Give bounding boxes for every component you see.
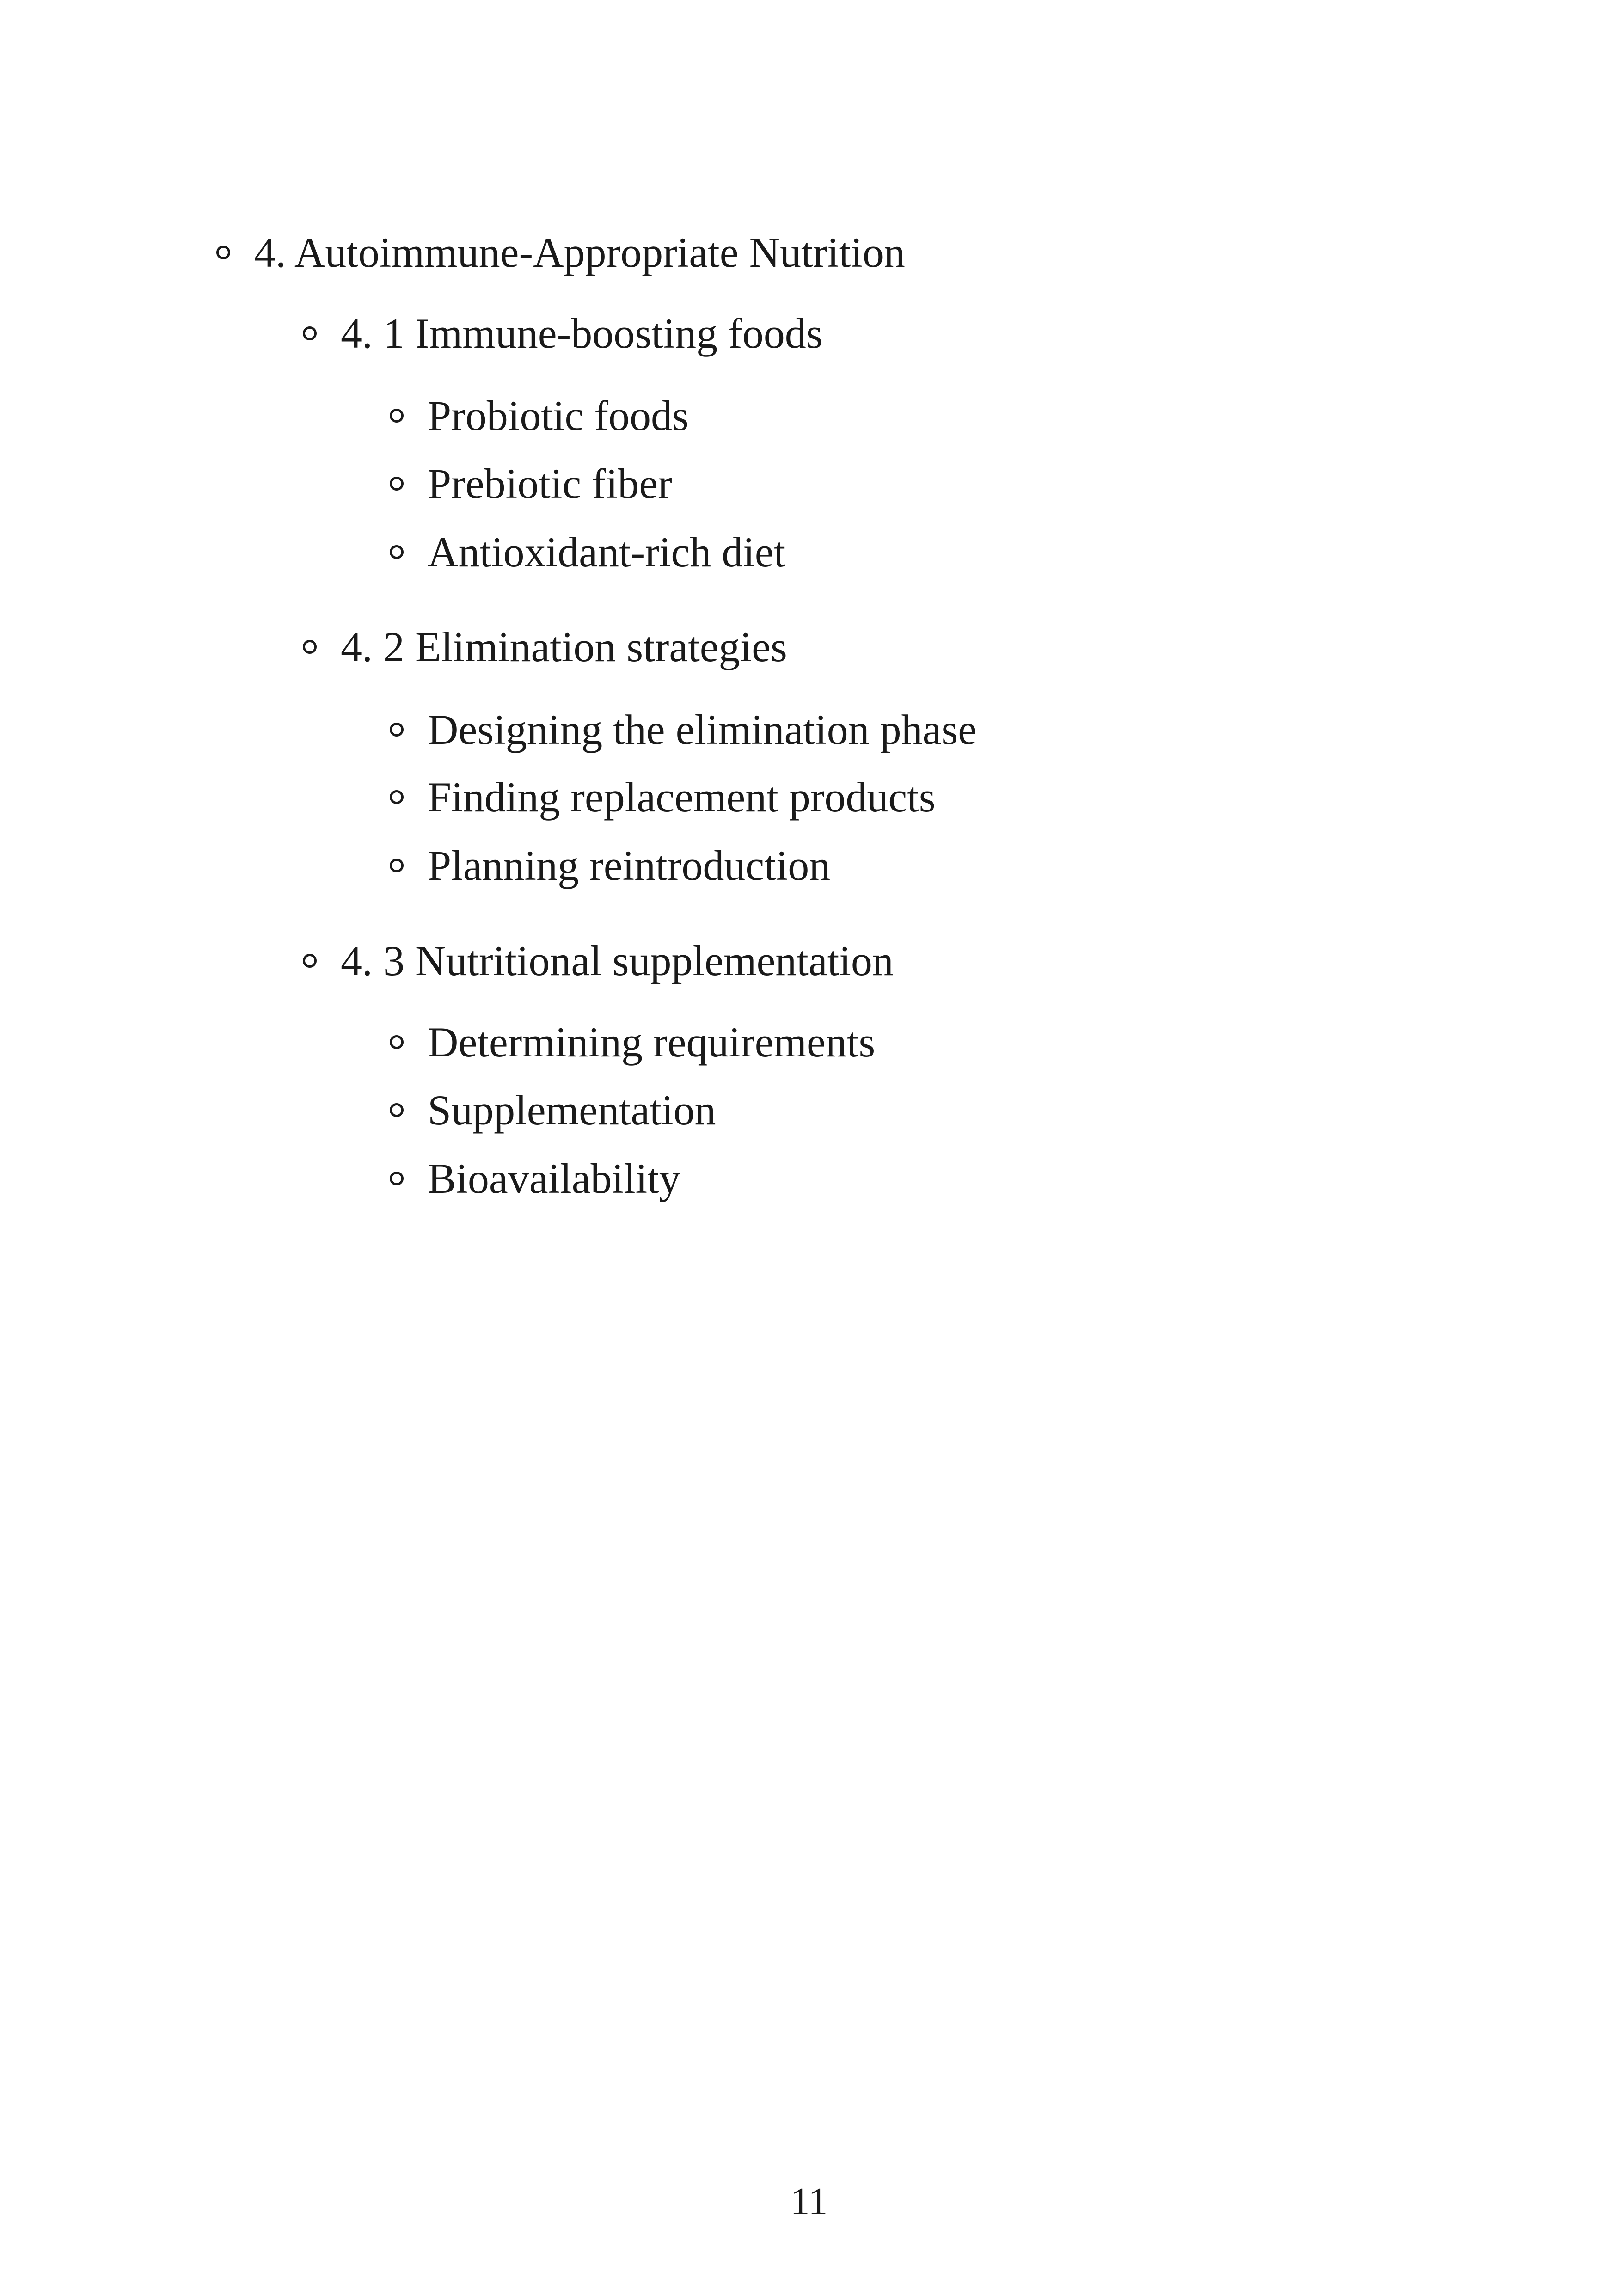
list-item-text: Probiotic foods <box>428 392 689 439</box>
circle-bullet-icon <box>390 409 404 423</box>
list-item <box>390 844 830 887</box>
list-item <box>390 1157 680 1200</box>
circle-bullet-icon <box>390 790 404 804</box>
subsection-heading <box>303 623 787 670</box>
list-item-text: Antioxidant-rich diet <box>428 528 786 576</box>
list-item <box>390 774 936 821</box>
circle-bullet-icon <box>390 477 404 491</box>
list-item <box>390 462 672 505</box>
list-item <box>390 528 786 576</box>
list-item-text: Finding replacement products <box>428 774 936 821</box>
subsection-heading-text: 4. 2 Elimination strategies <box>341 623 787 670</box>
list-item <box>390 394 689 437</box>
list-item-text: Determining requirements <box>428 1019 876 1066</box>
circle-bullet-icon <box>303 954 317 968</box>
list-item <box>390 708 977 751</box>
list-item <box>390 1087 716 1134</box>
circle-bullet-icon <box>216 246 230 259</box>
circle-bullet-icon <box>303 640 317 654</box>
subsection-heading-text: 4. 3 Nutritional supplementation <box>341 937 894 984</box>
list-item <box>390 1019 876 1066</box>
section-heading <box>216 231 905 274</box>
circle-bullet-icon <box>390 545 404 559</box>
circle-bullet-icon <box>390 1103 404 1117</box>
subsection-heading-text: 4. 1 Immune-boosting foods <box>341 310 823 357</box>
circle-bullet-icon <box>390 1172 404 1185</box>
page-number: 11 <box>790 2180 828 2223</box>
circle-bullet-icon <box>390 1035 404 1049</box>
subsection-heading <box>303 939 894 982</box>
list-item-text: Supplementation <box>428 1087 716 1134</box>
list-item-text: Prebiotic fiber <box>428 460 672 507</box>
list-item-text: Bioavailability <box>428 1155 680 1202</box>
list-item-text: Designing the elimination phase <box>428 706 977 753</box>
list-item-text: Planning reintroduction <box>428 842 831 889</box>
circle-bullet-icon <box>390 723 404 737</box>
circle-bullet-icon <box>390 859 404 872</box>
section-heading-text: 4. Autoimmune-Appropriate Nutrition <box>254 229 905 276</box>
circle-bullet-icon <box>303 326 317 340</box>
subsection-heading <box>303 312 823 355</box>
